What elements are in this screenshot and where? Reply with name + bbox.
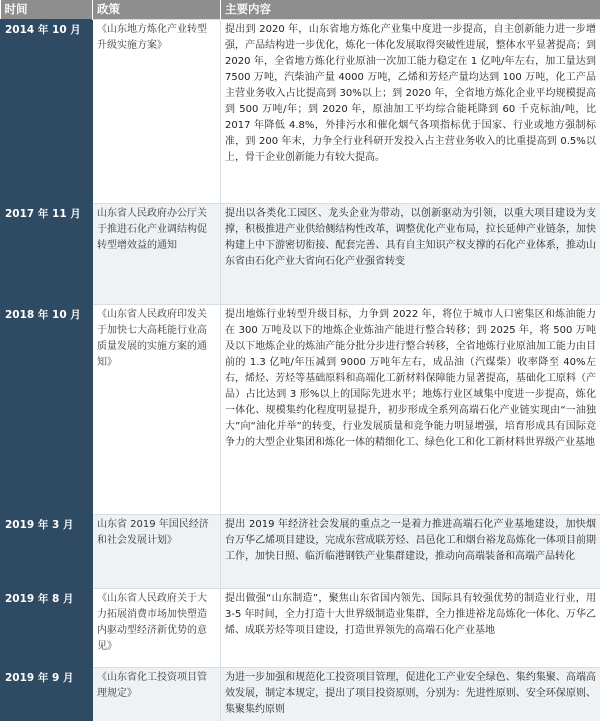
row-time: 2017 年 11 月 — [1, 203, 93, 304]
header-content: 主要内容 — [221, 0, 600, 19]
row-content: 提出地炼行业转型升级目标，力争到 2022 年，将位于城市人口密集区和炼油能力在 300 万吨及以下的地炼企业炼油产能进行整合转移；到 2025 年，将 500 万吨及以下地炼企业的炼油产能分批分步进行整合转移，全省地炼行业原油加工能力由目前的 1.3 亿吨/年压减到 9000 万吨年左右，成品油（汽煤柴）收率降至 40%左右，烯烃、芳烃等基础原料和高端化工新材料保障能力显著提高，基础化工原料（产品）占比达到 3 形%以上的国际先进水平；地炼行业区域集中度进一步提高，炼化一体化、规模集约化程度明显提升，初步形成全系列高端石化产业链实现由“一油独大”向“油化并举”的转变，行业发展质量和竞争能力明显增强，培育形成具有国际竞争力的大型企业集团和炼化一体的精细化工、绿色化工和化工新材料世界级产业基地 — [221, 304, 600, 514]
row-time: 2018 年 10 月 — [1, 304, 93, 514]
row-time: 2019 年 3 月 — [1, 514, 93, 588]
row-content: 为进一步加强和规范化工投资项目管理，促进化工产业安全绿色、集约集聚、高端高效发展，制定本规定，提出了项目投资原则，分别为：先进性原则、安全环保原则、集聚集约原则 — [221, 667, 600, 721]
row-policy: 《山东地方炼化产业转型升级实施方案》 — [93, 19, 221, 203]
row-content: 提出到 2020 年，山东省地方炼化产业集中度进一步提高，自主创新能力进一步增强，产品结构进一步优化，炼化一体化发展取得突破性进展，整体水平显著提高；到 2020 年，全省地方炼化行业原油一次加工能力稳定在 1 亿吨/年左右，加工量达到 7500 万吨，汽柴油产量 4000 万吨，乙烯和芳烃产量均达到 100 万吨，化工产品主营业务收入占比提高到 30%以上；到 2020 年，全省地方炼化企业平均规模提高到 500 万吨/年；到 2020 年，原油加工平均综合能耗降到 60 千克标油/吨，比 2017 年降低 4.8%，外排污水和催化烟气各项指标优于国家、行业或地方强制标准，到 200 年末，力争全行业科研开发投入占主营业务收入的比重提高到 0.5%以上，骨干企业创新能力有较大提高。 — [221, 19, 600, 203]
table-row — [1, 203, 600, 304]
row-policy: 《山东省人民政府关于大力拓展消费市场加快塑造内驱动型经济新优势的意见》 — [93, 588, 221, 667]
table-row — [1, 514, 600, 588]
row-content: 提出做强“山东制造”，聚焦山东省国内领先、国际具有较强优势的制造业行业，用 3-5 年时间，全力打造十大世界级制造业集群，全力推进裕龙岛炼化一体化、万华乙烯、成联芳烃等项目建设，打造世界领先的高端石化产业基地 — [221, 588, 600, 667]
row-time: 2014 年 10 月 — [1, 19, 93, 203]
table-row — [1, 304, 600, 514]
row-policy: 《山东省化工投资项目管理规定》 — [93, 667, 221, 721]
row-time: 2019 年 9 月 — [1, 667, 93, 721]
row-policy: 山东省 2019 年国民经济和社会发展计划》 — [93, 514, 221, 588]
row-time: 2019 年 8 月 — [1, 588, 93, 667]
table-row — [1, 19, 600, 203]
header-time: 时间 — [1, 0, 93, 19]
table-header-row — [1, 0, 600, 19]
row-policy: 《山东省人民政府印发关于加快七大高耗能行业高质量发展的实施方案的通知》 — [93, 304, 221, 514]
row-content: 提出以各类化工园区、龙头企业为带动，以创新驱动为引领，以重大项目建设为支撑，积极推进产业供给侧结构性改革，调整优化产业布局，拉长延伸产业链条，加快构建上中下游密切衔接、配套完善、具有自主知识产权支撑的石化产业体系，推动山东省由石化产业大省向石化产业强省转变 — [221, 203, 600, 304]
header-policy: 政策 — [93, 0, 221, 19]
row-policy: 山东省人民政府办公厅关于推进石化产业调结构促转型增效益的通知 — [93, 203, 221, 304]
table-row — [1, 588, 600, 667]
table-row — [1, 667, 600, 721]
row-content: 提出 2019 年经济社会发展的重点之一是着力推进高端石化产业基地建设，加快烟台万华乙烯项目建设，完成东营成联芳烃、昌邑化工和烟台裕龙岛炼化一体项目前期工作，加快日照、临沂临港钢铁产业集群建设，推动向高端装备和高端产品转化 — [221, 514, 600, 588]
